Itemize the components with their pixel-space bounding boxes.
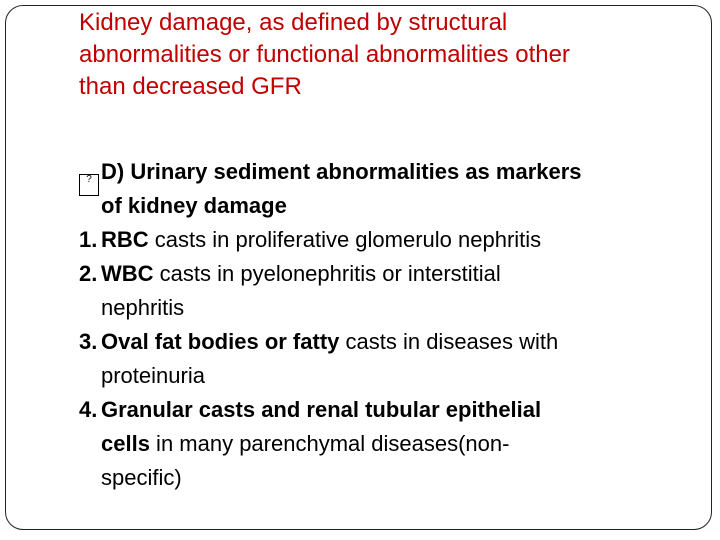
- item-bold-text-2: cells: [101, 431, 150, 456]
- item-number: 1.: [79, 227, 98, 252]
- heading-text-1: D) Urinary sediment abnormalities as markers: [101, 159, 582, 184]
- item-number: 4.: [79, 397, 98, 422]
- item-bold-text: WBC: [101, 261, 154, 286]
- item-number: 2.: [79, 261, 98, 286]
- missing-glyph-box-icon: ?: [79, 174, 99, 196]
- list-item-4-line-2: [79, 427, 699, 461]
- item-bold-text: Granular casts and renal tubular epithelial: [101, 397, 542, 422]
- title-line-2: abnormalities or functional abnormalities other: [79, 41, 570, 68]
- list-item-2: [79, 257, 699, 291]
- heading-line-1: [79, 155, 699, 189]
- title-line-3: than decreased GFR: [79, 73, 302, 100]
- heading-line-2: of kidney damage: [101, 193, 287, 218]
- title-line-1: Kidney damage, as defined by structural: [79, 9, 508, 36]
- item-bold-text: Oval fat bodies or fatty: [101, 329, 340, 354]
- list-item-3-continuation: proteinuria: [101, 363, 205, 388]
- item-bold-text: RBC: [101, 227, 149, 252]
- list-item-1: [79, 223, 699, 257]
- item-text: casts in proliferative glomerulo nephritis: [148, 227, 542, 252]
- list-item-3: [79, 325, 699, 359]
- slide-title: [79, 7, 699, 103]
- item-text: casts in diseases with: [339, 329, 559, 354]
- list-item-4-continuation: specific): [101, 465, 182, 490]
- list-item-2-continuation: nephritis: [101, 295, 185, 320]
- slide-body: [79, 155, 699, 495]
- item-text-2: in many parenchymal diseases(non-: [149, 431, 510, 456]
- item-number: 3.: [79, 329, 98, 354]
- item-text: casts in pyelonephritis or interstitial: [153, 261, 501, 286]
- list-item-4: [79, 393, 699, 427]
